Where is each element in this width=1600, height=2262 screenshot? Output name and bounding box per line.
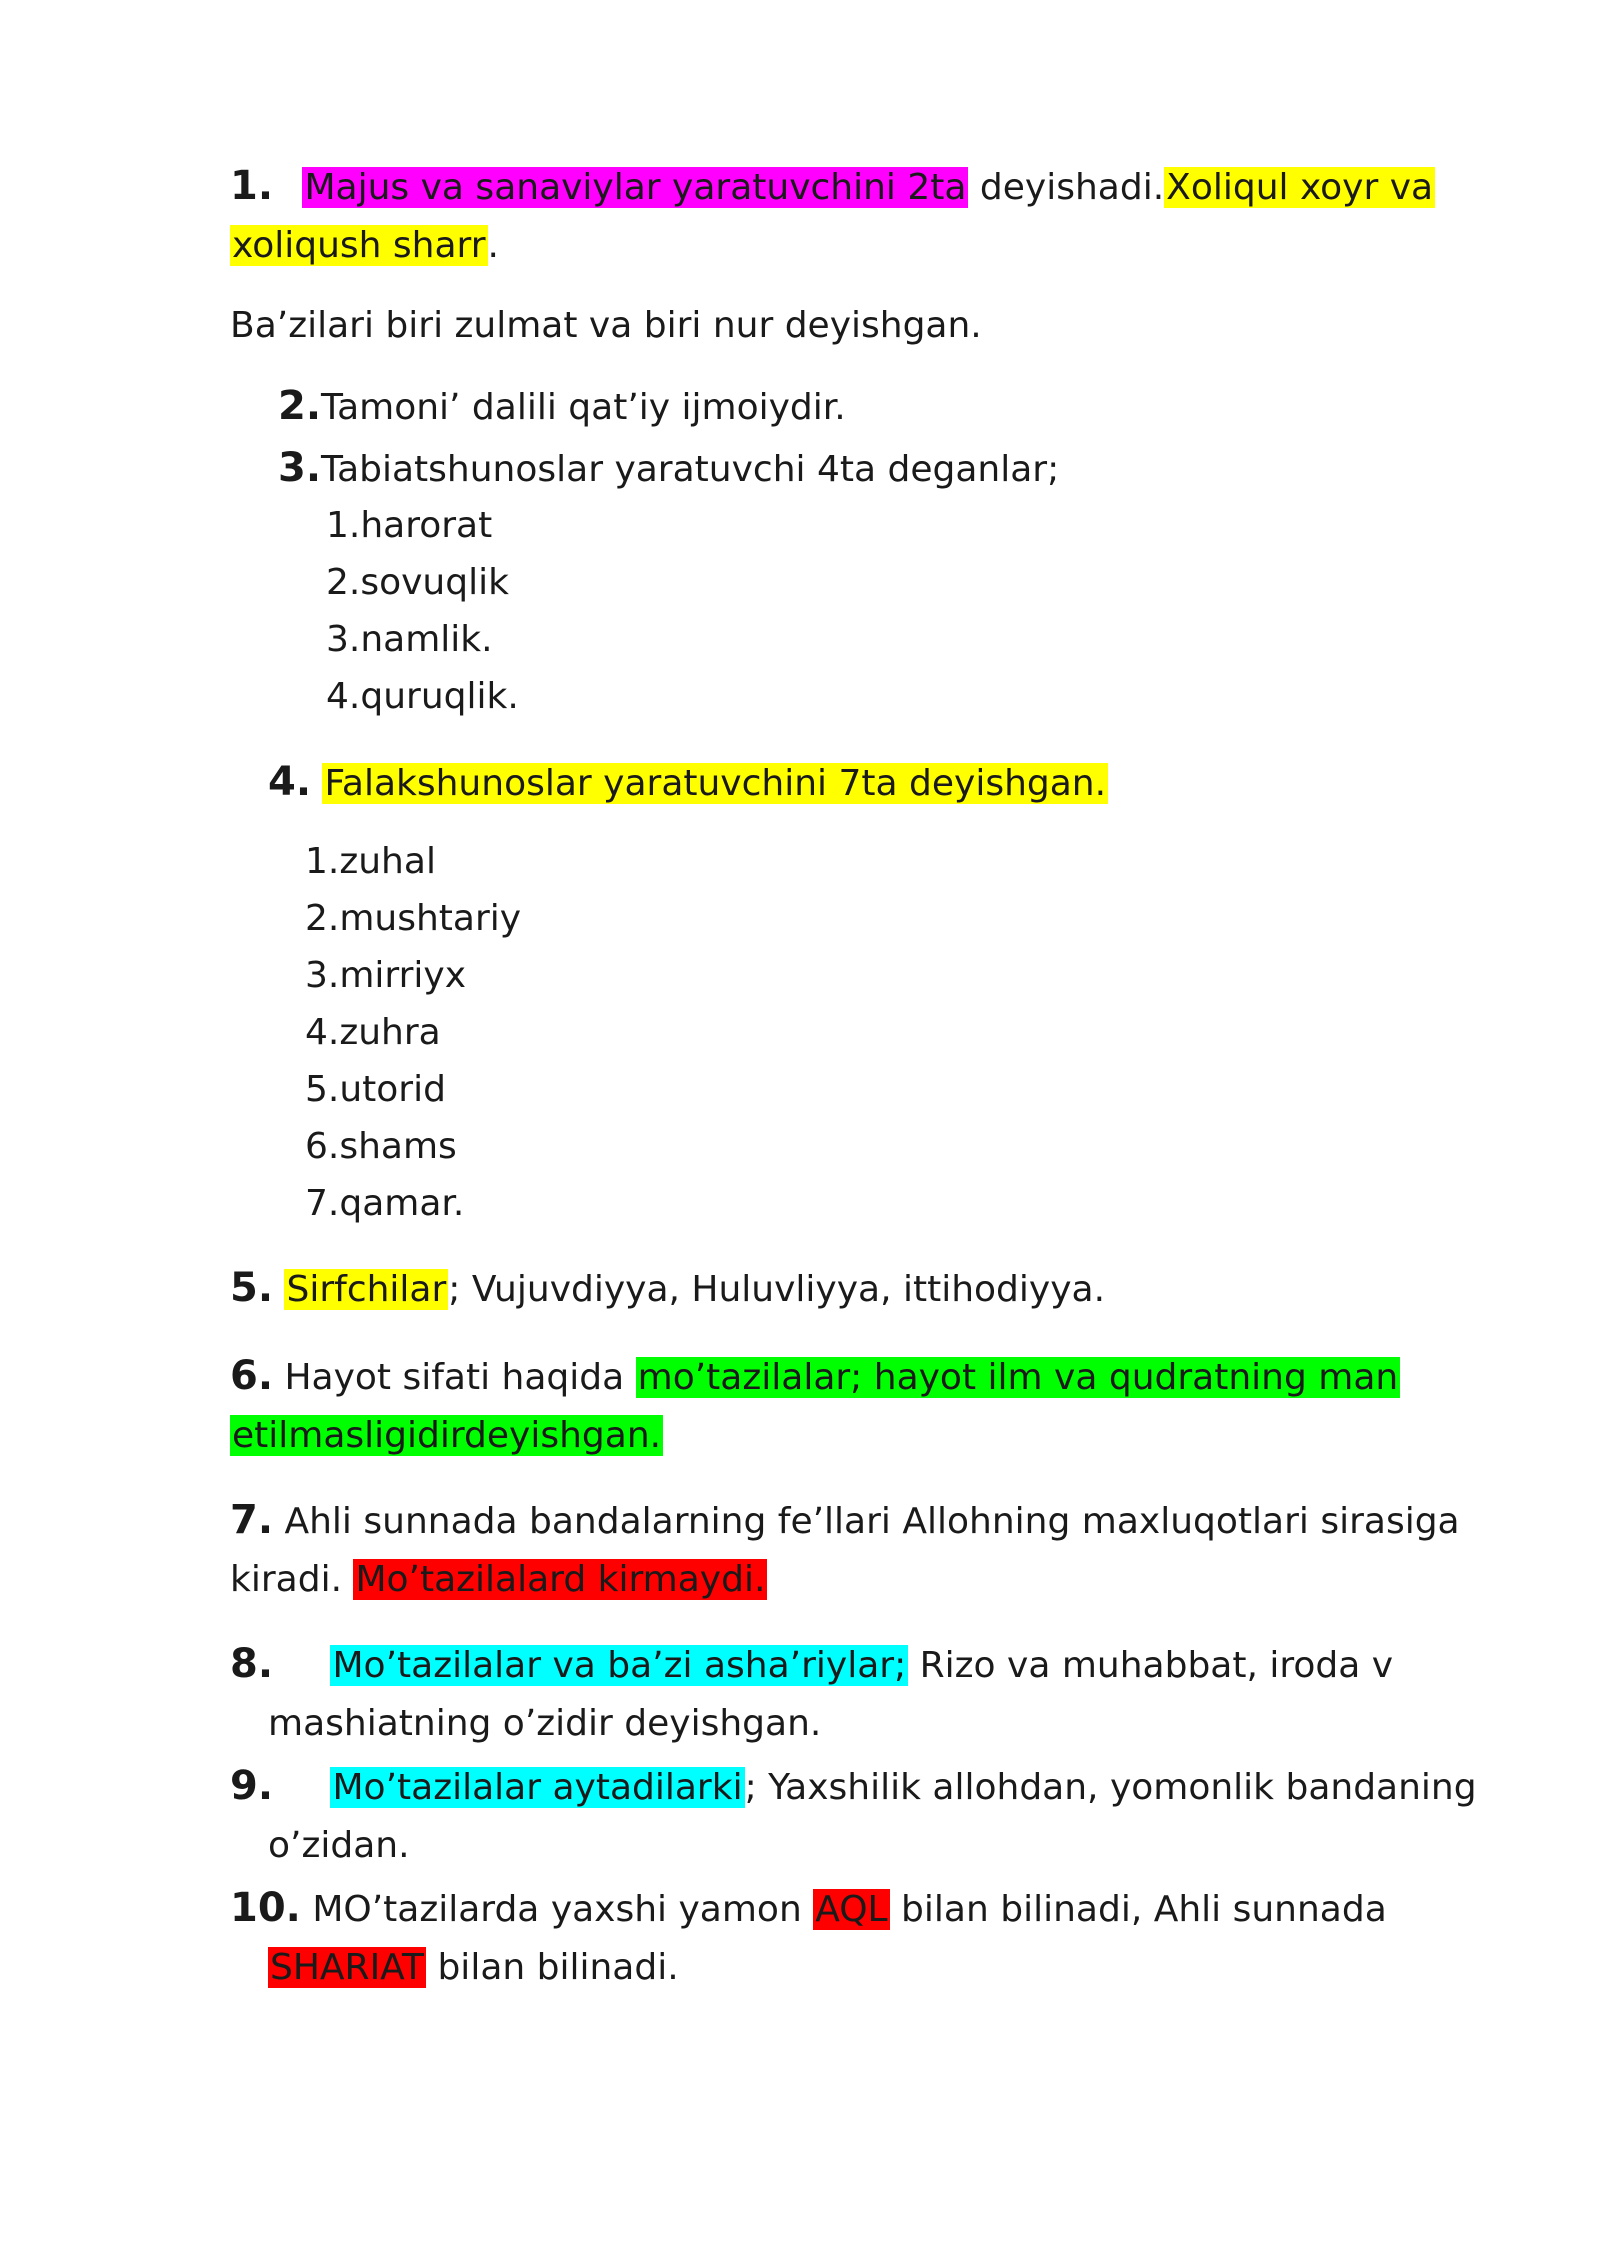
item-1-highlight-yellow-a: Xoliqul xoyr va — [1166, 167, 1434, 208]
item-8-highlight-cyan: Mo’tazilalar va ba’zi asha’riylar; — [332, 1645, 907, 1686]
item-8-line-1 — [230, 1634, 1393, 1696]
item-4-list-item: 6.shams — [305, 1126, 457, 1167]
item-4-highlight-yellow: Falakshunoslar yaratuvchini 7ta deyishgan. — [324, 763, 1107, 804]
item-4-list-item: 5.utorid — [305, 1069, 446, 1110]
item-6-highlight-green-b: etilmasligidirdeyishgan. — [232, 1415, 662, 1456]
item-3-list-item: 4.quruqlik. — [326, 676, 519, 717]
item-5-number: 5. — [230, 1265, 274, 1311]
item-4-line — [268, 752, 1108, 814]
item-3-number: 3. — [278, 445, 322, 491]
item-10-text: MO’tazilarda yaxshi yamon — [312, 1889, 814, 1930]
item-8-line-2: mashiatning o’zidir deyishgan. — [268, 1703, 822, 1744]
item-5-line — [230, 1258, 1105, 1320]
item-7-number: 7. — [230, 1497, 274, 1543]
item-8-number: 8. — [230, 1641, 274, 1687]
item-5-text: ; Vujuvdiyya, Huluvliyya, ittihodiyya. — [448, 1269, 1106, 1310]
item-8-text: Rizo va muhabbat, iroda v — [908, 1645, 1394, 1686]
item-3-list-item: 2.sovuqlik — [326, 562, 509, 603]
item-3-text: Tabiatshunoslar yaratuvchi 4ta deganlar; — [321, 449, 1060, 490]
item-1-number: 1. — [230, 163, 274, 209]
item-4-list-item: 2.mushtariy — [305, 898, 522, 939]
item-1-note: Ba’zilari biri zulmat va biri nur deyishgan. — [230, 305, 982, 346]
item-6-line-1 — [230, 1346, 1400, 1408]
item-7-highlight-red: Mo’tazilalard kirmaydi. — [355, 1559, 766, 1600]
item-9-line-2: o’zidan. — [268, 1825, 410, 1866]
item-6-line-2 — [230, 1406, 663, 1466]
item-4-number: 4. — [268, 759, 312, 805]
item-1-text: deyishadi. — [968, 167, 1165, 208]
item-2-line — [278, 376, 846, 438]
item-10-line-2 — [268, 1938, 679, 1998]
item-9-text: ; Yaxshilik allohdan, yomonlik bandaning — [744, 1767, 1477, 1808]
item-1-highlight-magenta: Majus va sanaviylar yaratuvchini 2ta — [304, 167, 967, 208]
item-2-number: 2. — [278, 383, 322, 429]
item-4-list-item: 4.zuhra — [305, 1012, 441, 1053]
item-6-text: Hayot sifati haqida — [273, 1357, 636, 1398]
item-7-text-2: kiradi. — [230, 1559, 354, 1600]
item-1-line-2 — [230, 216, 499, 276]
item-6-number: 6. — [230, 1353, 274, 1399]
item-5-highlight-yellow: Sirfchilar — [286, 1269, 447, 1310]
item-7-text: Ahli sunnada bandalarning fe’llari Allohning maxluqotlari sirasiga — [273, 1501, 1460, 1542]
item-10-line-1 — [230, 1878, 1387, 1940]
item-10-text-2: bilan bilinadi, Ahli sunnada — [889, 1889, 1387, 1930]
item-7-line-2 — [230, 1550, 767, 1610]
item-10-text-3: bilan bilinadi. — [426, 1947, 679, 1988]
item-9-highlight-cyan: Mo’tazilalar aytadilarki — [332, 1767, 743, 1808]
item-1-text-end: . — [487, 225, 499, 266]
item-10-number: 10. — [230, 1885, 301, 1931]
item-1-highlight-yellow-b: xoliqush sharr — [232, 225, 486, 266]
item-6-highlight-green-a: mo’tazilalar; hayot ilm va qudratning man — [637, 1357, 1399, 1398]
item-3-list-item: 3.namlik. — [326, 619, 493, 660]
item-9-number: 9. — [230, 1763, 274, 1809]
item-3-line — [278, 438, 1059, 500]
item-4-list-item: 3.mirriyx — [305, 955, 466, 996]
item-10-highlight-red-b: SHARIAT — [270, 1947, 425, 1988]
item-4-list-item: 1.zuhal — [305, 841, 436, 882]
item-2-text: Tamoni’ dalili qat’iy ijmoiydir. — [321, 387, 846, 428]
item-9-line-1 — [230, 1756, 1477, 1818]
item-3-list-item: 1.harorat — [326, 505, 493, 546]
item-10-highlight-red-a: AQL — [815, 1889, 888, 1930]
item-7-line-1 — [230, 1490, 1460, 1552]
item-1-line-1 — [230, 156, 1435, 218]
item-4-list-item: 7.qamar. — [305, 1183, 465, 1224]
